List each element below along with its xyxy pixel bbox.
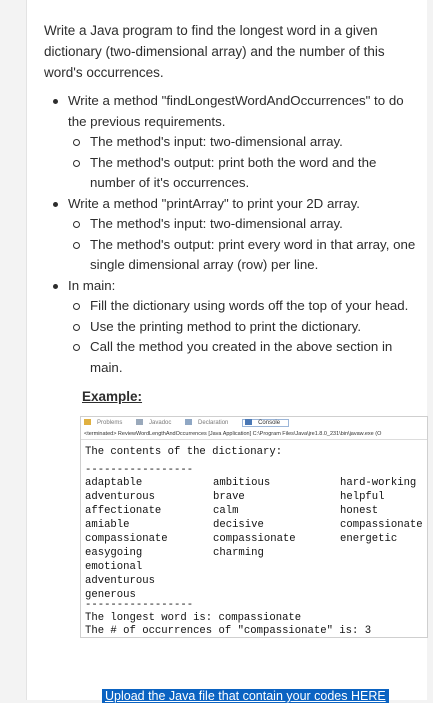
word: compassionate [340,519,423,531]
console-header: The contents of the dictionary: [85,446,283,458]
requirement-text: In main: [68,277,116,293]
dictionary-row-3 [340,476,423,546]
console-separator: ----------------- [85,599,194,611]
requirement-item [52,194,422,276]
word: compassionate [85,533,168,545]
sub-requirement: The method's output: print both the word and the number of it's occurrences. [68,153,422,194]
requirement-item [52,276,422,379]
word: charming [213,547,264,559]
word: easygoing [85,547,143,559]
tab-problems: Problems [84,420,128,426]
upload-link[interactable]: Upload the Java file that contain your codes HERE [102,689,389,703]
warning-icon [84,419,91,425]
console-screenshot [80,416,428,638]
sub-requirement: Call the method you created in the above section in main. [68,337,422,378]
tab-declaration: Declaration [185,420,234,426]
word: honest [340,505,379,517]
word: ambitious [213,477,271,489]
longest-word-result: The longest word is: compassionate [85,612,302,624]
dictionary-row-1 [85,476,168,602]
word: generous [85,589,136,601]
console-separator: ----------------- [85,464,194,476]
sub-requirement: Use the printing method to print the dictionary. [68,317,422,338]
example-heading: Example: [82,389,143,404]
tab-javadoc: Javadoc [136,420,177,426]
sub-requirement: Fill the dictionary using words off the top of your head. [68,296,422,317]
word: helpful [340,491,385,503]
word: emotional [85,561,143,573]
question-intro: Write a Java program to find the longest word in a given dictionary (two-dimensional array) and the number of this word's occurrences. [44,23,385,80]
word: energetic [340,533,398,545]
word: adaptable [85,477,143,489]
word: calm [213,505,239,517]
sub-requirement: The method's output: print every word in that array, one single dimensional array (row) per line. [68,235,422,276]
sub-requirement: The method's input: two-dimensional array. [68,132,422,153]
word: amiable [85,519,130,531]
at-icon [136,419,143,425]
dictionary-row-2 [213,476,296,560]
occurrences-result: The # of occurrences of "compassionate" is: 3 [85,625,372,637]
word: adventurous [85,491,155,503]
requirement-item [52,91,422,194]
word: affectionate [85,505,162,517]
requirement-text: Write a method "printArray" to print your 2D array. [68,195,360,211]
console-tab-bar [81,417,427,429]
word: compassionate [213,533,296,545]
requirement-text: Write a method "findLongestWordAndOccurrences" to do the previous requirements. [68,93,404,129]
terminated-line: <terminated> ReviewWordLengthAndOccurrences [Java Application] C:\Program Files\Java\jre1.8.0_231\bin\javaw.exe (O [81,429,427,440]
word: hard-working [340,477,417,489]
declaration-icon [185,419,192,425]
requirements-list [52,91,422,378]
word: brave [213,491,245,503]
tab-console: Console [242,419,289,427]
console-icon [245,419,252,425]
word: decisive [213,519,264,531]
sub-requirement: The method's input: two-dimensional array. [68,214,422,235]
word: adventurous [85,575,155,587]
